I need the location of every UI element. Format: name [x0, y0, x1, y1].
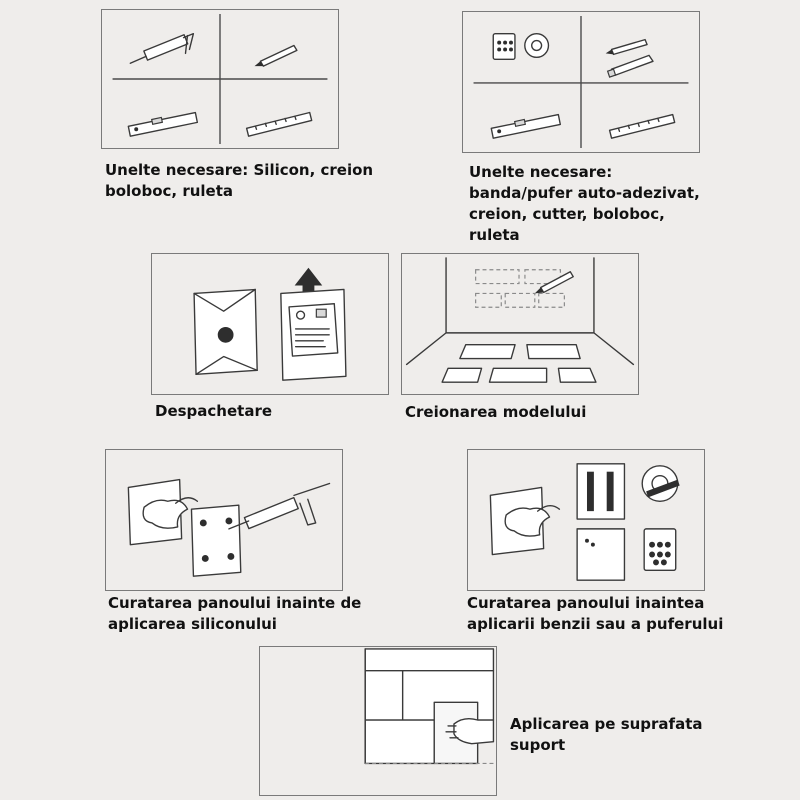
caulk-gun-icon	[130, 34, 193, 64]
caption-unpacking: Despachetare	[155, 402, 273, 420]
panel-with-strips-icon	[577, 464, 624, 519]
panel-unpacking	[151, 253, 389, 395]
caulk-gun-icon	[229, 484, 330, 529]
panel-tools-silicone	[101, 9, 339, 149]
pencil-icon	[606, 40, 647, 55]
panel-pencil-model	[401, 253, 639, 395]
wall-panels-icon	[365, 649, 493, 763]
pencil-icon	[535, 272, 573, 294]
pencil-icon	[255, 45, 297, 66]
caption-tools-tape: Unelte necesare: banda/pufer auto-adezivat, creion, cutter, boloboc, ruleta	[469, 163, 700, 244]
floor-tiles-icon	[442, 345, 596, 382]
caption-clean-tape: Curatarea panoului inaintea aplicarii benzii sau a puferului	[467, 594, 724, 633]
cutter-icon	[608, 55, 653, 77]
caption-tools-silicone: Unelte necesare: Silicon, creion boloboc, ruleta	[105, 161, 374, 200]
unpacked-panel-icon	[281, 289, 346, 380]
panel-clean-silicone	[105, 449, 343, 591]
tape-roll-icon	[525, 34, 549, 58]
tape-roll-icon	[642, 466, 679, 501]
panel-with-cloth-icon	[490, 487, 559, 554]
panel-clean-tape	[467, 449, 705, 591]
pads-pack-icon	[493, 34, 515, 60]
caption-clean-silicone: Curatarea panoului inainte de aplicarea siliconului	[108, 594, 362, 633]
ruler-icon	[247, 113, 312, 137]
packed-panel-icon	[194, 289, 257, 374]
panel-with-cloth-icon	[128, 480, 197, 545]
panel-with-dots-icon	[191, 505, 240, 576]
caption-pencil-model: Creionarea modelului	[405, 403, 587, 421]
level-icon	[491, 115, 560, 139]
ruler-icon	[610, 115, 675, 139]
panel-with-pads-icon	[577, 529, 624, 580]
panel-tools-tape	[462, 11, 700, 153]
panel-apply-surface	[259, 646, 497, 796]
level-icon	[128, 113, 197, 137]
caption-apply-surface: Aplicarea pe suprafata suport	[510, 715, 703, 754]
pads-pack-icon	[644, 529, 676, 570]
